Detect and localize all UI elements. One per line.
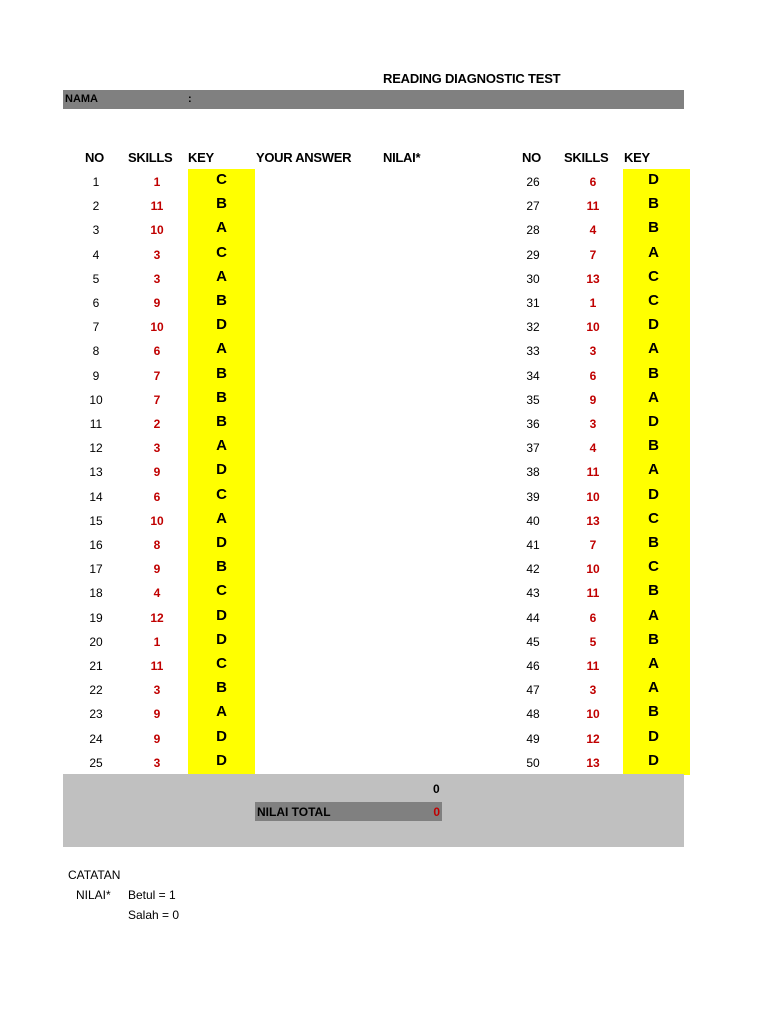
skill-number: 9 [589,392,597,407]
question-number: 50 [526,755,540,770]
question-number: 30 [526,271,540,286]
table-row [0,314,768,338]
skill-number: 11 [150,659,164,673]
skill-number: 10 [150,513,164,528]
answer-key: A [648,679,659,697]
skill-number: 4 [589,223,597,238]
table-row [0,750,768,774]
header-no-right: NO [522,150,541,165]
table-row [0,605,768,629]
answer-key: A [648,340,659,358]
skill-number: 9 [153,562,161,577]
question-number: 2 [92,199,100,214]
skill-number: 13 [586,271,600,286]
answer-key: D [216,751,227,769]
table-row [0,653,768,677]
skill-number: 10 [586,320,600,335]
question-number: 12 [89,441,103,456]
answer-key: C [216,582,227,600]
answer-key: A [216,267,227,285]
answer-key: A [216,703,227,721]
header-nilai: NILAI* [383,150,421,165]
question-number: 8 [92,344,100,359]
skill-number: 6 [589,610,597,625]
skill-number: 12 [150,610,164,625]
skill-number: 6 [589,175,597,189]
question-number: 18 [89,586,103,601]
skill-number: 10 [586,562,600,577]
question-number: 20 [89,634,103,649]
question-number: 16 [89,538,103,552]
sum-value: 0 [433,782,440,796]
answer-key: D [216,534,227,551]
answer-key: A [648,461,659,479]
skill-number: 7 [153,368,161,383]
answer-key: C [216,485,227,503]
answer-key: C [648,558,659,576]
question-number: 34 [526,368,540,383]
table-row [0,726,768,750]
table-row [0,701,768,725]
skill-number: 6 [153,489,161,504]
notes-heading: CATATAN [68,868,121,882]
question-number: 7 [92,320,100,335]
answer-key: C [648,292,659,309]
answer-key: D [216,316,227,334]
name-label: NAMA [65,93,98,105]
skill-number: 7 [589,538,597,552]
question-number: 49 [526,731,540,746]
answer-key: B [648,437,659,455]
question-number: 19 [89,610,103,625]
answer-key: A [216,437,227,455]
total-label: NILAI TOTAL [257,805,331,819]
answer-key: C [648,509,659,527]
answer-key: A [216,340,227,358]
question-number: 48 [526,707,540,722]
header-skills: SKILLS [128,150,173,165]
question-number: 37 [526,441,540,456]
question-number: 33 [526,344,540,359]
skill-number: 4 [589,441,597,456]
answer-key: C [216,171,227,188]
answer-key: D [216,727,227,745]
skill-number: 1 [153,634,161,649]
skill-number: 7 [589,247,597,262]
page-title: READING DIAGNOSTIC TEST [383,71,561,86]
answer-key: D [648,485,659,503]
answer-key: B [648,364,659,382]
skill-number: 11 [586,199,600,214]
answer-key: B [216,413,227,430]
table-row [0,508,768,532]
answer-key: B [216,679,227,697]
table-row [0,266,768,290]
skill-number: 10 [586,707,600,722]
table-row [0,290,768,314]
skill-number: 3 [153,755,161,770]
answer-key: D [648,727,659,745]
table-row [0,242,768,266]
skill-number: 10 [150,223,164,238]
skill-number: 2 [153,417,161,431]
answer-key: B [648,582,659,600]
skill-number: 9 [153,296,161,310]
question-number: 4 [92,247,100,262]
question-number: 31 [526,296,540,310]
answer-key: A [648,655,659,672]
total-bar [255,802,442,821]
skill-number: 9 [153,707,161,722]
table-row [0,580,768,604]
total-value: 0 [433,805,440,819]
question-number: 3 [92,223,100,238]
question-number: 29 [526,247,540,262]
table-row [0,532,768,556]
question-number: 23 [89,707,103,722]
table-row [0,387,768,411]
question-number: 24 [89,731,103,746]
skill-number: 3 [589,683,597,698]
name-colon: : [188,93,192,105]
skill-number: 9 [153,465,161,480]
question-number: 1 [92,175,100,189]
name-field-bar [63,90,684,109]
answer-key: C [216,655,227,672]
question-number: 43 [526,586,540,601]
table-row [0,677,768,701]
answer-key: B [216,195,227,213]
question-number: 42 [526,562,540,577]
table-row [0,459,768,483]
header-no: NO [85,150,104,165]
answer-key: C [648,267,659,285]
question-number: 40 [526,513,540,528]
question-number: 32 [526,320,540,335]
question-number: 6 [92,296,100,310]
answer-key: A [648,388,659,406]
table-row [0,556,768,580]
skill-number: 11 [586,659,600,673]
table-row [0,217,768,241]
table-row [0,169,768,193]
answer-key: B [648,703,659,721]
answer-key: A [216,219,227,237]
answer-key: B [216,558,227,576]
question-number: 17 [89,562,103,577]
skill-number: 4 [153,586,161,601]
table-row [0,338,768,362]
skill-number: 3 [153,247,161,262]
skill-number: 5 [589,634,597,649]
question-number: 35 [526,392,540,407]
header-skills-right: SKILLS [564,150,609,165]
skill-number: 6 [153,344,161,359]
skill-number: 11 [586,586,600,601]
answer-key: D [648,171,659,188]
question-number: 21 [89,659,103,673]
header-key: KEY [188,150,214,165]
skill-number: 11 [150,199,164,214]
skill-number: 3 [589,417,597,431]
skill-number: 7 [153,392,161,407]
table-row [0,193,768,217]
skill-number: 1 [153,175,161,189]
question-number: 9 [92,368,100,383]
skill-number: 11 [586,465,600,480]
question-number: 22 [89,683,103,698]
skill-number: 3 [153,683,161,698]
skill-number: 13 [586,513,600,528]
question-number: 45 [526,634,540,649]
question-number: 13 [89,465,103,480]
question-number: 41 [526,538,540,552]
header-your-answer: YOUR ANSWER [256,150,352,165]
question-number: 47 [526,683,540,698]
answer-key: D [648,316,659,334]
question-number: 27 [526,199,540,214]
answer-key: A [216,509,227,527]
answer-key: B [216,364,227,382]
question-number: 11 [89,417,103,431]
skill-number: 9 [153,731,161,746]
question-number: 46 [526,659,540,673]
skill-number: 10 [150,320,164,335]
skill-number: 12 [586,731,600,746]
table-row [0,363,768,387]
answer-key: D [216,630,227,648]
answer-key: D [648,751,659,769]
skill-number: 3 [153,441,161,456]
question-number: 36 [526,417,540,431]
skill-number: 6 [589,368,597,383]
question-number: 28 [526,223,540,238]
question-number: 15 [89,513,103,528]
skill-number: 1 [589,296,597,310]
skill-number: 10 [586,489,600,504]
answer-key: B [648,195,659,213]
answer-key: D [216,461,227,479]
answer-key: A [648,606,659,624]
table-row [0,484,768,508]
question-number: 38 [526,465,540,480]
answer-key: B [648,219,659,237]
answer-key: B [648,630,659,648]
answer-key: B [648,534,659,551]
table-row [0,435,768,459]
notes-wrong: Salah = 0 [128,908,180,922]
notes-nilai-label: NILAI* [76,888,111,902]
skill-number: 3 [153,271,161,286]
question-number: 44 [526,610,540,625]
header-key-right: KEY [624,150,650,165]
answer-key: A [648,243,659,261]
question-number: 26 [526,175,540,189]
answer-key: B [216,292,227,309]
answer-key: D [648,413,659,430]
question-number: 39 [526,489,540,504]
question-number: 10 [89,392,103,407]
question-number: 5 [92,271,100,286]
notes-correct: Betul = 1 [128,888,176,902]
answer-key: C [216,243,227,261]
table-row [0,629,768,653]
skill-number: 8 [153,538,161,552]
answer-key: D [216,606,227,624]
skill-number: 13 [586,755,600,770]
question-number: 25 [89,755,103,770]
skill-number: 3 [589,344,597,359]
answer-key: B [216,388,227,406]
question-number: 14 [89,489,103,504]
table-row [0,411,768,435]
